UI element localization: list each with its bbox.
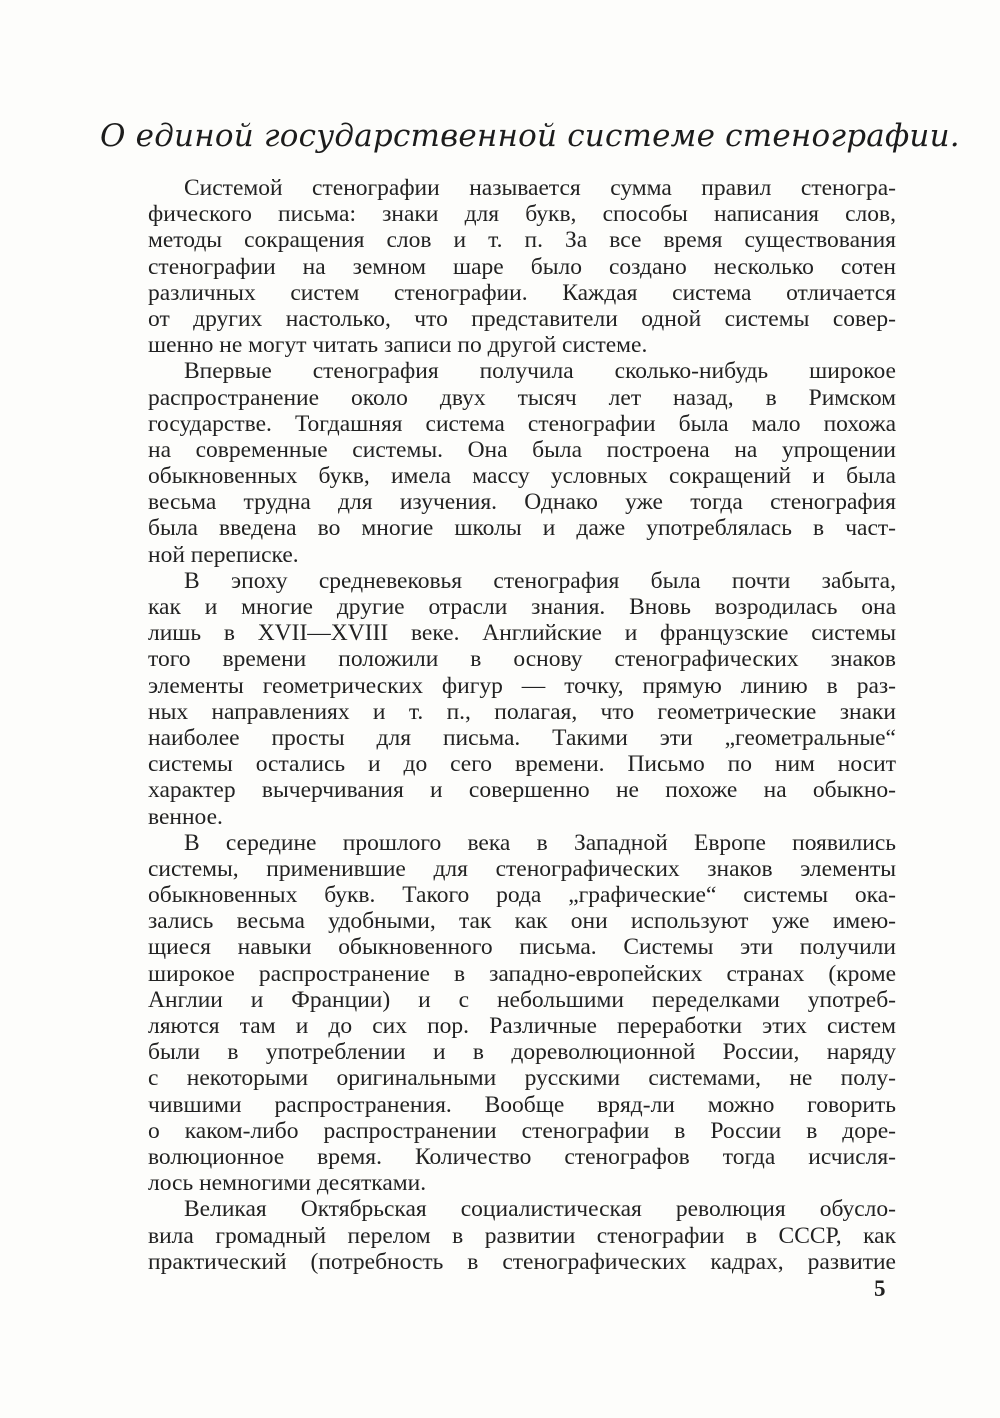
text-line: того времени положили в основу стенографических знаков (148, 646, 896, 673)
text-line: лось немногими десятками. (148, 1170, 427, 1197)
text-line: были в употреблении и в дореволюционной России, наряду (148, 1039, 896, 1066)
page-title: О единой государственной системе стенографии. (100, 118, 960, 154)
text-line: ных направлениях и т. п., полагая, что геометрические знаки (148, 698, 896, 725)
text-line: шенно не могут читать записи по другой системе. (148, 332, 648, 359)
text-line: чившими распространения. Вообще вряд-ли можно говорить (148, 1091, 896, 1118)
text-line: Англии и Франции) и с небольшими переделками употреб- (148, 986, 896, 1013)
text-line: была введена во многие школы и даже употреблялась в част- (148, 515, 896, 542)
text-line: системы, применившие для стенографических знаков элементы (148, 855, 896, 882)
paragraph (148, 358, 896, 568)
text-line: В эпоху средневековья стенография была почти забыта, (184, 567, 896, 594)
text-line: Системой стенографии называется сумма правил стеногра- (184, 175, 896, 201)
text-line: обыкновенных букв, имела массу условных сокращений и была (148, 463, 896, 490)
paragraph (148, 175, 896, 358)
text-line: вила громадный перелом в развитии стенографии в СССР, как (148, 1222, 896, 1249)
text-line: распространение около двух тысяч лет назад, в Римском (148, 384, 896, 411)
text-line: обыкновенных букв. Такого рода „графические“ системы ока- (148, 882, 896, 909)
paragraph (148, 830, 896, 1197)
text-line: элементы геометрических фигур — точку, прямую линию в раз- (148, 672, 896, 699)
text-line: различных систем стенографии. Каждая система отличается (148, 279, 896, 306)
text-line: широкое распространение в западно-европейских странах (кроме (148, 960, 896, 987)
text-line: щиеся навыки обыкновенного письма. Системы эти получили (148, 934, 896, 961)
text-line: ной переписке. (148, 541, 299, 568)
text-line: венное. (148, 803, 223, 830)
text-line: стенографии на земном шаре было создано несколько сотен (148, 253, 896, 280)
text-line: методы сокращения слов и т. п. За все время существования (148, 227, 896, 254)
text-line: с некоторыми оригинальными русскими системами, не полу- (148, 1065, 896, 1092)
text-line: от других настолько, что представители одной системы совер- (148, 305, 896, 332)
text-line: волюционное время. Количество стенографов тогда исчисля- (148, 1143, 896, 1170)
body-text (148, 175, 896, 1275)
text-line: системы остались и до сего времени. Письмо по ним носит (148, 751, 896, 778)
text-line: зались весьма удобными, так как они используют уже имею- (148, 908, 896, 935)
text-line: как и многие другие отрасли знания. Вновь возродилась она (148, 594, 896, 620)
text-line: на современные системы. Она была построена на упрощении (148, 436, 896, 463)
text-line: фического письма: знаки для букв, способы написания слов, (148, 201, 896, 228)
text-line: В середине прошлого века в Западной Европе появились (184, 829, 896, 856)
text-line: о каком-либо распространении стенографии в России в доре- (148, 1117, 896, 1144)
text-line: характер вычерчивания и совершенно не похоже на обыкно- (148, 777, 896, 804)
page-number: 5 (874, 1276, 886, 1301)
text-line: ляются там и до сих пор. Различные переработки этих систем (148, 1013, 896, 1039)
text-line: практический (потребность в стенографических кадрах, развитие (148, 1248, 896, 1275)
text-line: Великая Октябрьская социалистическая революция обусло- (184, 1196, 896, 1223)
text-line: Впервые стенография получила сколько-нибудь широкое (184, 358, 896, 385)
paragraph (148, 568, 896, 830)
text-line: лишь в XVII—XVIII веке. Английские и французские системы (148, 620, 896, 647)
paragraph (148, 1196, 896, 1275)
text-line: весьма трудна для изучения. Однако уже тогда стенография (148, 489, 896, 516)
text-line: государстве. Тогдашняя система стенографии была мало похожа (148, 410, 896, 437)
text-line: наиболее просты для письма. Такими эти „геометральные“ (148, 724, 896, 751)
